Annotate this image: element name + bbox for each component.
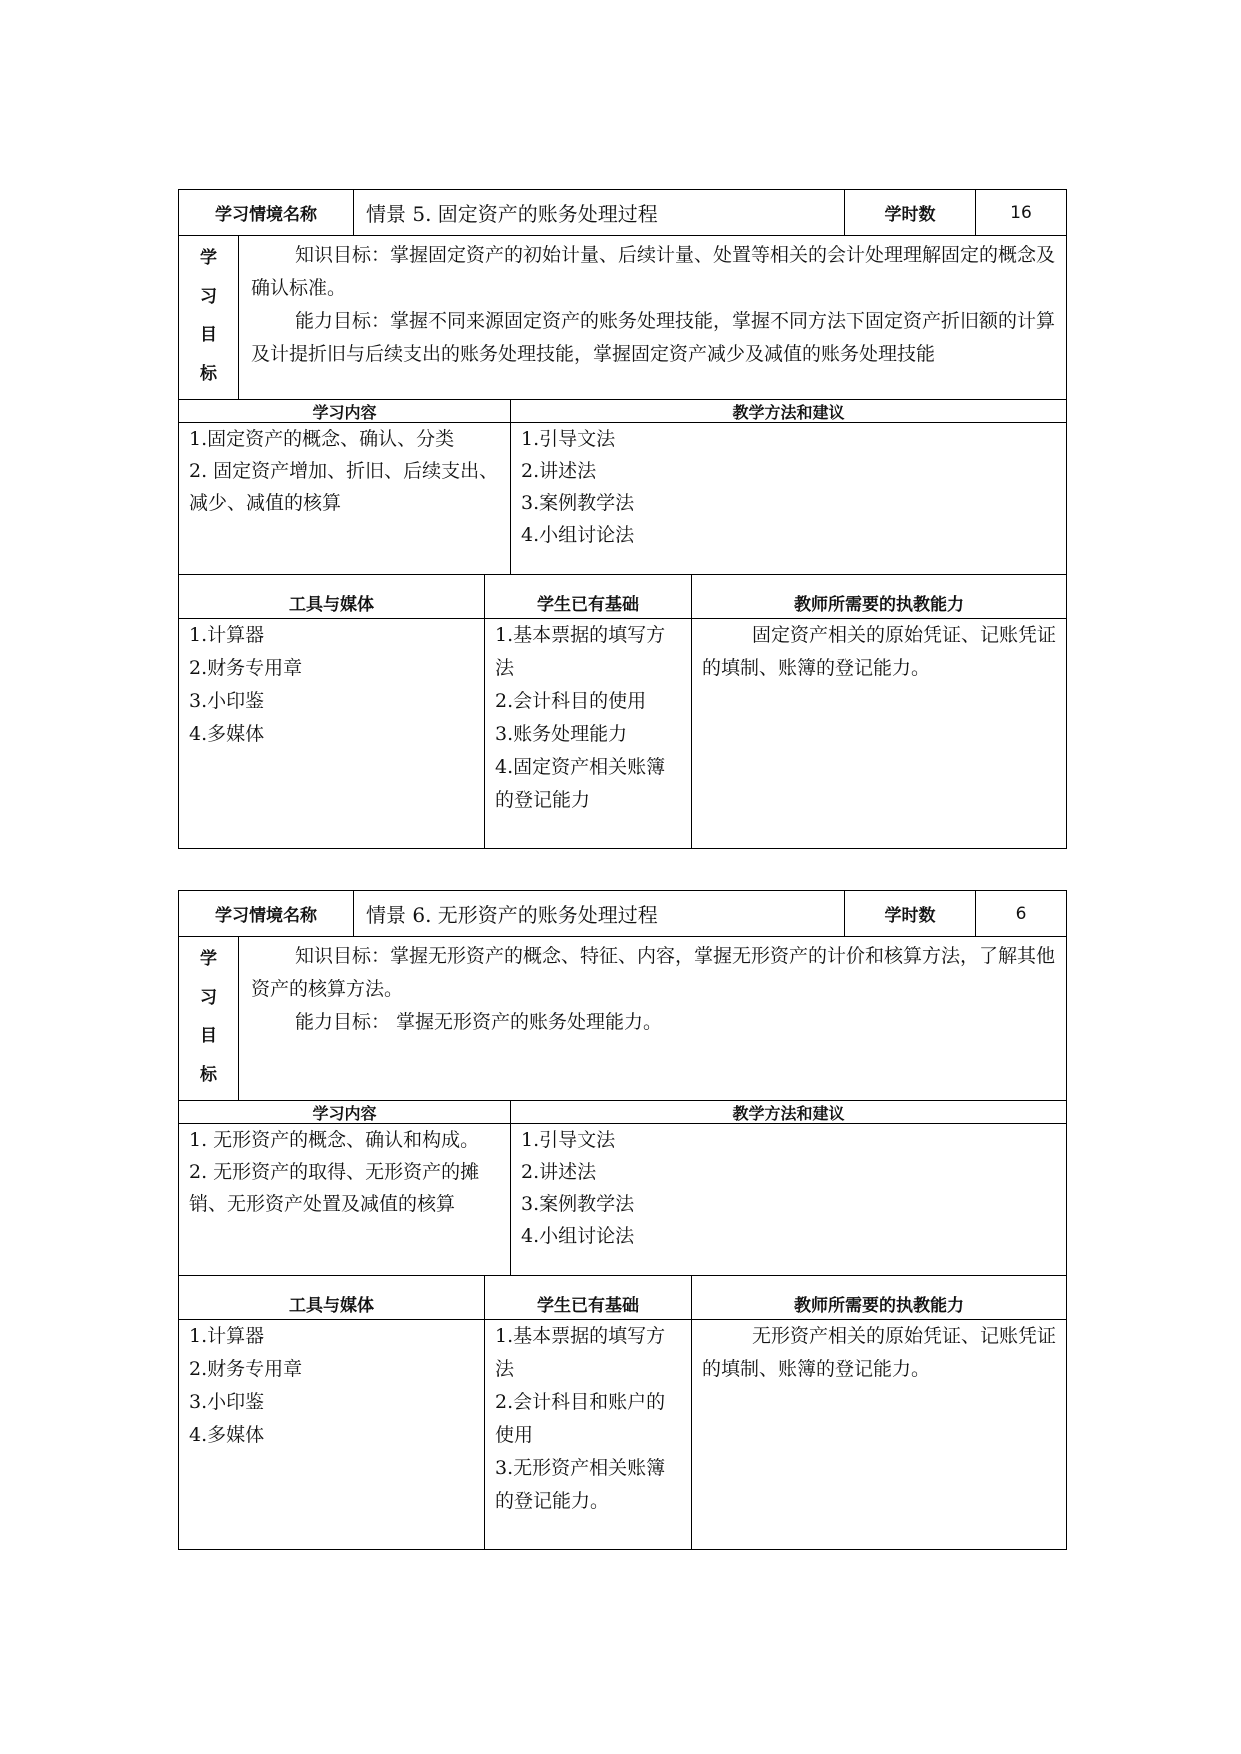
learning-goal-label	[179, 236, 238, 399]
list-item: 4.多媒体	[189, 1424, 265, 1446]
learning-goal-text	[238, 937, 1066, 1100]
goal-label-char: 习	[200, 987, 217, 1008]
situation-table-6	[178, 890, 1067, 1550]
learning-goal-text	[238, 236, 1066, 399]
student-base-label: 学生已有基础	[484, 1276, 691, 1319]
list-item: 3.案例教学法	[521, 1193, 635, 1215]
teacher-ability-text: 固定资产相关的原始凭证、记账凭证的填制、账簿的登记能力。	[691, 619, 1066, 848]
list-item: 2.讲述法	[521, 460, 597, 482]
goal-label-char: 目	[200, 1026, 217, 1047]
list-item: 4.固定资产相关账簿的登记能力	[495, 756, 666, 811]
method-list	[510, 1124, 1066, 1275]
list-item: 2.财务专用章	[189, 657, 303, 679]
list-item: 3.小印鉴	[189, 1391, 265, 1413]
situation-title: 情景 5. 固定资产的账务处理过程	[353, 190, 844, 235]
ability-goal: 能力目标： 掌握无形资产的账务处理能力。	[295, 1011, 663, 1033]
list-item: 2.会计科目和账户的使用	[495, 1391, 666, 1446]
teacher-ability-label: 教师所需要的执教能力	[691, 1276, 1066, 1319]
tools-list	[179, 1320, 484, 1549]
list-item: 4.小组讨论法	[521, 1225, 635, 1247]
goal-label-char: 习	[200, 286, 217, 307]
list-item: 4.多媒体	[189, 723, 265, 745]
list-item: 2. 固定资产增加、折旧、后续支出、减少、减值的核算	[189, 460, 499, 514]
ability-goal: 能力目标：掌握不同来源固定资产的账务处理技能，掌握不同方法下固定资产折旧额的计算及计提折旧与后续支出的账务处理技能，掌握固定资产减少及减值的账务处理技能	[251, 310, 1056, 365]
content-label: 学习内容	[312, 402, 377, 422]
situation-title: 情景 6. 无形资产的账务处理过程	[353, 891, 844, 936]
situation-name-label: 学习情境名称	[215, 906, 317, 926]
goal-label-char: 目	[200, 325, 217, 346]
content-list	[179, 423, 510, 574]
student-base-label: 学生已有基础	[484, 575, 691, 618]
goal-label-char: 学	[200, 949, 217, 970]
list-item: 1.计算器	[189, 624, 265, 646]
content-label: 学习内容	[312, 1103, 377, 1123]
goal-label-char: 学	[200, 248, 217, 269]
knowledge-goal: 知识目标：掌握无形资产的概念、特征、内容，掌握无形资产的计价和核算方法，了解其他资产的核算方法。	[251, 945, 1056, 1000]
student-base-list	[484, 619, 691, 848]
hours-label: 学时数	[844, 190, 975, 235]
student-base-list	[484, 1320, 691, 1549]
method-list	[510, 423, 1066, 574]
list-item: 4.小组讨论法	[521, 524, 635, 546]
learning-goal-label	[179, 937, 238, 1100]
tools-label: 工具与媒体	[289, 595, 374, 615]
list-item: 1.基本票据的填写方法	[495, 1325, 666, 1380]
list-item: 2. 无形资产的取得、无形资产的摊销、无形资产处置及减值的核算	[189, 1161, 480, 1215]
knowledge-goal: 知识目标：掌握固定资产的初始计量、后续计量、处置等相关的会计处理理解固定的概念及确认标准。	[251, 244, 1056, 299]
list-item: 1.固定资产的概念、确认、分类	[189, 428, 455, 450]
hours-value: 6	[975, 891, 1066, 936]
list-item: 1.引导文法	[521, 1129, 616, 1151]
content-list	[179, 1124, 510, 1275]
list-item: 3.小印鉴	[189, 690, 265, 712]
list-item: 2.讲述法	[521, 1161, 597, 1183]
list-item: 1.引导文法	[521, 428, 616, 450]
method-label: 教学方法和建议	[510, 400, 1066, 422]
situation-table-5	[178, 189, 1067, 849]
list-item: 1.基本票据的填写方法	[495, 624, 666, 679]
goal-label-char: 标	[200, 363, 217, 384]
teacher-ability-text: 无形资产相关的原始凭证、记账凭证的填制、账簿的登记能力。	[691, 1320, 1066, 1549]
hours-label: 学时数	[844, 891, 975, 936]
goal-label-char: 标	[200, 1064, 217, 1085]
hours-value: 16	[975, 190, 1066, 235]
tools-label: 工具与媒体	[289, 1296, 374, 1316]
list-item: 2.财务专用章	[189, 1358, 303, 1380]
teacher-ability-label: 教师所需要的执教能力	[691, 575, 1066, 618]
list-item: 2.会计科目的使用	[495, 690, 647, 712]
tools-list	[179, 619, 484, 848]
list-item: 3.账务处理能力	[495, 723, 628, 745]
list-item: 3.案例教学法	[521, 492, 635, 514]
situation-name-label: 学习情境名称	[215, 205, 317, 225]
list-item: 3.无形资产相关账簿的登记能力。	[495, 1457, 666, 1512]
method-label: 教学方法和建议	[510, 1101, 1066, 1123]
list-item: 1. 无形资产的概念、确认和构成。	[189, 1129, 480, 1151]
list-item: 1.计算器	[189, 1325, 265, 1347]
